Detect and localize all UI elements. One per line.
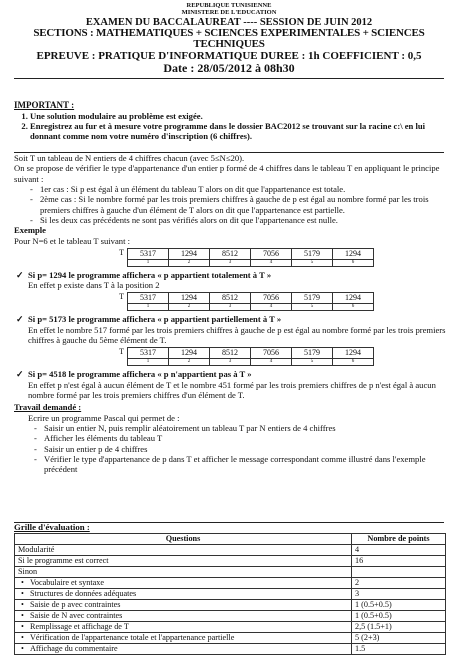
array-cell-value: 8512	[210, 249, 250, 260]
array-cell-index: 6	[351, 304, 355, 310]
array-cell	[291, 347, 332, 366]
evaluation-grid	[14, 533, 446, 655]
case1-detail: En effet p existe dans T à la position 2	[28, 280, 160, 291]
array-t-case1	[114, 292, 446, 311]
grid-row	[15, 643, 446, 654]
array-cell	[291, 292, 332, 311]
array-cell	[250, 248, 291, 267]
example-intro: Pour N=6 et le tableau T suivant :	[14, 235, 130, 246]
exam-sections: SECTIONS : MATHEMATIQUES + SCIENCES EXPERIMENTALES + SCIENCES TECHNIQUES	[33, 26, 425, 51]
grid-points: 1 (0.5+0.5)	[352, 599, 446, 610]
case2-detail: En effet le nombre 517 formé par les trois premiers chiffres à gauche de p est égal au nombre formé par les trois premiers chiffres à gauche du 5ème élément de T.	[28, 324, 446, 346]
rule-item: - 2ème cas : Si le nombre formé par les trois premiers chiffres à gauche de p est égal au nombre formé par les trois premiers chiffres à gauche d'un élément de T alors on dit que l'appartenance est partielle.	[40, 194, 446, 215]
important-title: IMPORTANT :	[14, 100, 75, 110]
array-cell-index: 5	[310, 304, 314, 310]
grid-points: 3	[352, 588, 446, 599]
grid-points: 2	[352, 577, 446, 588]
array-cell-value: 1294	[333, 348, 373, 359]
grid-points: 5 (2+3)	[352, 632, 446, 643]
array-cell	[168, 292, 209, 311]
array-cells	[127, 248, 374, 267]
array-cell-value: 1294	[333, 249, 373, 260]
grid-question: Sinon	[18, 566, 38, 576]
task-item: - Saisir un entier N, puis remplir aléatoirement un tableau T par N entiers de 4 chiffres	[44, 423, 446, 433]
array-cell	[332, 248, 374, 267]
work-title: Travail demandé :	[14, 402, 82, 413]
grid-row	[15, 577, 446, 588]
array-label: T	[119, 247, 124, 257]
array-cell-value: 7056	[251, 293, 291, 304]
case3-detail: En effet p n'est égal à aucun élément de T et le nombre 451 formé par les trois premiers chiffres de p n'est égal à aucun nombre formé par les trois premiers chiffres d'un élément de T.	[28, 379, 436, 400]
exam-session: EXAMEN DU BACCALAUREAT ---- SESSION DE JUIN 2012	[85, 16, 373, 28]
array-cell-value: 8512	[210, 348, 250, 359]
grid-row	[15, 610, 446, 621]
array-cell	[168, 347, 209, 366]
array-cell-index: 5	[310, 259, 314, 265]
grid-points: 4	[352, 544, 446, 555]
array-cell-value: 5179	[292, 293, 332, 304]
array-cell-index: 4	[269, 304, 273, 310]
grid-section	[14, 522, 446, 655]
rule-item: - Si les deux cas précédents ne sont pas vérifiés alors on dit que l'appartenance est nulle.	[40, 215, 446, 225]
array-cell-index: 4	[269, 259, 273, 265]
array-cell-index: 5	[310, 359, 314, 365]
array-cell-index: 6	[351, 259, 355, 265]
array-cell-index: 3	[228, 259, 232, 265]
grid-title: Grille d'évaluation :	[14, 522, 90, 532]
array-cell-index: 1	[146, 359, 150, 365]
array-cell	[209, 248, 250, 267]
array-cell	[127, 347, 168, 366]
exam-header	[0, 0, 458, 75]
array-label: T	[119, 292, 124, 302]
array-cell	[168, 248, 209, 267]
array-cells	[127, 292, 374, 311]
important-item: 2. Enregistrez au fur et à mesure votre programme dans le dossier BAC2012 se trouvant sur la racine c:\ en lui donnant comme nom votre numéro d'inscription (6 chiffres).	[30, 121, 446, 142]
grid-row	[15, 588, 446, 599]
grid-points: 16	[352, 555, 446, 566]
grid-row	[15, 555, 446, 566]
array-cell-value: 7056	[251, 348, 291, 359]
array-cell-value: 1294	[169, 348, 209, 359]
grid-row	[15, 599, 446, 610]
array-t-main	[114, 248, 446, 267]
exam-subject: EPREUVE : PRATIQUE D'INFORMATIQUE DUREE : 1h COEFFICIENT : 0,5	[36, 49, 422, 62]
array-cell-value: 1294	[169, 293, 209, 304]
grid-row	[15, 621, 446, 632]
array-cell-value: 5179	[292, 348, 332, 359]
array-cell-index: 3	[228, 304, 232, 310]
array-cell-value: 5179	[292, 249, 332, 260]
array-cell	[332, 292, 374, 311]
grid-question: Si le programme est correct	[18, 555, 109, 565]
array-cell	[127, 248, 168, 267]
grid-points: 2,5 (1.5+1)	[352, 621, 446, 632]
array-cell	[250, 347, 291, 366]
case3-title: ✓ Si p= 4518 le programme affichera « p n'appartient pas à T »	[28, 369, 446, 379]
grid-row	[15, 566, 446, 577]
array-cell-value: 5317	[128, 293, 168, 304]
array-cell-index: 2	[187, 304, 191, 310]
grid-question: Modularité	[18, 544, 55, 554]
array-cell-index: 1	[146, 259, 150, 265]
array-cell-index: 4	[269, 359, 273, 365]
grid-question: • Vocabulaire et syntaxe	[18, 578, 104, 587]
array-cell-index: 2	[187, 259, 191, 265]
work-intro: Ecrire un programme Pascal qui permet de :	[28, 412, 180, 423]
array-cell	[127, 292, 168, 311]
array-cell-value: 5317	[128, 348, 168, 359]
grid-points: 1 (0.5+0.5)	[352, 610, 446, 621]
array-cell	[332, 347, 374, 366]
grid-question: • Vérification de l'appartenance totale et l'appartenance partielle	[18, 633, 234, 642]
statement-section	[14, 153, 446, 475]
array-cell-value: 5317	[128, 249, 168, 260]
array-t-case2	[114, 347, 446, 366]
array-cell-index: 1	[146, 304, 150, 310]
array-cells	[127, 347, 374, 366]
exam-date: Date : 28/05/2012 à 08h30	[163, 61, 295, 76]
array-cell	[250, 292, 291, 311]
republic-label: REPUBLIQUE TUNISIENNE	[186, 2, 272, 9]
array-cell-value: 1294	[169, 249, 209, 260]
grid-question: • Saisie de p avec contraintes	[18, 600, 120, 609]
grid-row	[15, 544, 446, 555]
array-cell-index: 2	[187, 359, 191, 365]
array-cell	[291, 248, 332, 267]
array-cell-value: 1294	[333, 293, 373, 304]
grid-question: • Structures de données adéquates	[18, 589, 136, 598]
array-cell	[209, 292, 250, 311]
example-title: Exemple	[14, 225, 46, 236]
array-label: T	[119, 347, 124, 357]
grid-header-questions: Questions	[15, 533, 352, 544]
array-cell	[209, 347, 250, 366]
case1-title: ✓ Si p= 1294 le programme affichera « p appartient totalement à T »	[28, 270, 446, 280]
rule-item: - 1er cas : Si p est égal à un élément du tableau T alors on dit que l'appartenance est totale.	[40, 184, 446, 194]
grid-row	[15, 632, 446, 643]
array-cell-value: 8512	[210, 293, 250, 304]
important-section	[14, 100, 446, 142]
array-cell-index: 3	[228, 359, 232, 365]
important-item: 1. Une solution modulaire au problème est exigée.	[30, 111, 446, 121]
task-item: - Afficher les éléments du tableau T	[44, 433, 446, 443]
grid-question: • Remplissage et affichage de T	[18, 622, 129, 631]
grid-question: • Affichage du commentaire	[18, 644, 118, 653]
grid-header-points: Nombre de points	[352, 533, 446, 544]
statement-p1: Soit T un tableau de N entiers de 4 chiffres chacun (avec 5≤N≤20).	[14, 153, 245, 163]
task-item: - Saisir un entier p de 4 chiffres	[44, 444, 446, 454]
grid-question: • Saisie de N avec contraintes	[18, 611, 122, 620]
array-cell-index: 6	[351, 359, 355, 365]
array-cell-value: 7056	[251, 249, 291, 260]
statement-p2: On se propose de vérifier le type d'appartenance d'un entier p formé de 4 chiffres dans le tableau T en appliquant le principe suivant :	[14, 163, 440, 184]
task-item: - Vérifier le type d'appartenance de p dans T et afficher le message correspondant comme illustré dans l'exemple précédent	[44, 454, 446, 475]
grid-points: 1.5	[352, 643, 446, 654]
grid-points	[352, 566, 446, 577]
case2-title: ✓ Si p= 5173 le programme affichera « p appartient partiellement à T »	[28, 314, 446, 324]
ministry-label: MINISTERE DE L'EDUCATION	[181, 8, 277, 16]
header-divider	[14, 78, 444, 79]
